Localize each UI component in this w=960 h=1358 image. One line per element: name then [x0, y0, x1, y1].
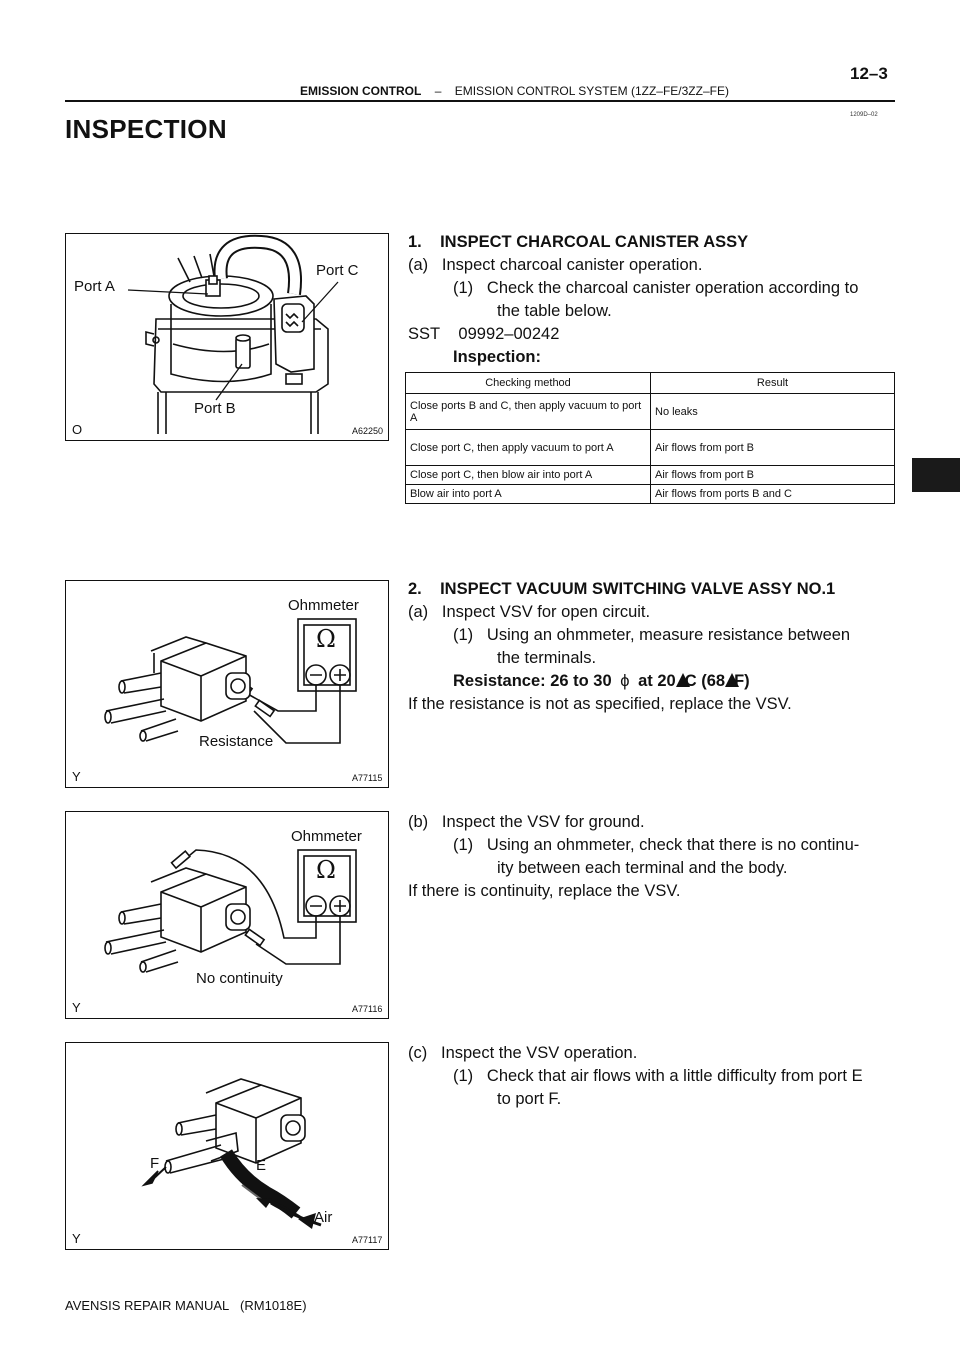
resistance-spec-part3: C (68 — [684, 672, 726, 690]
table-cell: Close ports B and C, then apply vacuum to port A — [406, 394, 651, 430]
label-port-c: Port C — [316, 262, 359, 279]
figure-orientation-letter: Y — [72, 1000, 81, 1015]
label-ohmmeter: Ohmmeter — [291, 828, 362, 845]
label-resistance: Resistance — [199, 733, 274, 750]
figure-charcoal-canister — [65, 233, 389, 441]
table-cell: Air flows from ports B and C — [651, 485, 895, 504]
table-header-cell: Checking method — [406, 373, 651, 394]
step1-a1-line1: (1) Check the charcoal canister operation according to — [453, 279, 859, 297]
step1-a: (a) Inspect charcoal canister operation. — [408, 256, 703, 274]
resistance-spec-part4: F) — [734, 672, 750, 690]
figure-orientation-letter: Y — [72, 1231, 81, 1246]
table-cell: Air flows from port B — [651, 430, 895, 466]
table-cell: Close port C, then blow air into port A — [406, 466, 651, 485]
vsv-airflow-illustration — [66, 1043, 388, 1249]
figure-vsv-operation — [65, 1042, 389, 1250]
step1-heading: 1. INSPECT CHARCOAL CANISTER ASSY — [408, 233, 749, 251]
header-subsection: EMISSION CONTROL SYSTEM (1ZZ–FE/3ZZ–FE) — [454, 84, 729, 98]
table-cell: Blow air into port A — [406, 485, 651, 504]
resistance-spec-part2: at 20 — [638, 672, 676, 690]
header-rule — [65, 100, 895, 102]
inspection-table — [405, 372, 895, 504]
label-port-f: F — [150, 1155, 160, 1172]
step2-a1-line2: the terminals. — [497, 649, 597, 667]
label-ohmmeter: Ohmmeter — [288, 597, 359, 614]
step2-c1-line1: (1) Check that air flows with a little difficulty from port E — [453, 1067, 863, 1085]
figure-code: A77117 — [352, 1235, 383, 1245]
ohm-glyph: ϕ — [620, 672, 630, 690]
resistance-spec — [453, 670, 750, 692]
page-number: 12–3 — [850, 64, 888, 83]
ohm-symbol-text: Ω — [316, 625, 336, 653]
step1-a1-line2: the table below. — [497, 302, 612, 320]
step2-heading: 2. INSPECT VACUUM SWITCHING VALVE ASSY NO.1 — [408, 580, 836, 598]
table-row — [406, 466, 895, 485]
table-row — [406, 485, 895, 504]
table-cell: Air flows from port B — [651, 466, 895, 485]
table-row — [406, 394, 895, 430]
page-code: 1209D–02 — [850, 112, 878, 118]
table-row — [406, 430, 895, 466]
step2-b: (b) Inspect the VSV for ground. — [408, 813, 645, 831]
figure-code: A77115 — [352, 773, 383, 783]
table-cell: No leaks — [651, 394, 895, 430]
resistance-spec-part1: Resistance: 26 to 30 — [453, 672, 612, 690]
label-port-e: E — [256, 1157, 267, 1174]
figure-vsv-ground — [65, 811, 389, 1019]
figure-vsv-open-circuit — [65, 580, 389, 788]
label-air: Air — [314, 1209, 333, 1226]
label-port-a: Port A — [74, 278, 115, 295]
page-title: INSPECTION — [65, 114, 227, 144]
label-no-continuity: No continuity — [196, 970, 283, 987]
label-port-b: Port B — [194, 400, 236, 417]
step2-b1-line1: (1) Using an ohmmeter, check that there is no continu- — [453, 836, 860, 854]
figure-orientation-letter: Y — [72, 769, 81, 784]
ohm-symbol-text: Ω — [316, 856, 336, 884]
footer-manual-name: AVENSIS REPAIR MANUAL (RM1018E) — [65, 1298, 307, 1313]
figure-orientation-letter: O — [72, 422, 83, 437]
step2-b1-line2: ity between each terminal and the body. — [497, 859, 788, 877]
step2-a-note: If the resistance is not as specified, replace the VSV. — [408, 695, 792, 713]
figure-code: A77116 — [352, 1004, 383, 1014]
step2-c1-line2: to port F. — [497, 1090, 562, 1108]
table-header-cell: Result — [651, 373, 895, 394]
running-header — [300, 84, 729, 98]
step2-b-note: If there is continuity, replace the VSV. — [408, 882, 681, 900]
header-section: EMISSION CONTROL — [300, 84, 422, 98]
step1-inspection-label: Inspection: — [453, 348, 542, 366]
header-separator: – — [434, 84, 442, 98]
step2-a1-line1: (1) Using an ohmmeter, measure resistance between — [453, 626, 851, 644]
figure-code: A62250 — [352, 426, 384, 436]
step2-a: (a) Inspect VSV for open circuit. — [408, 603, 651, 621]
table-cell: Close port C, then apply vacuum to port A — [406, 430, 651, 466]
step2-c: (c) Inspect the VSV operation. — [408, 1044, 638, 1062]
section-tab-marker — [912, 458, 960, 492]
table-header-row — [406, 373, 895, 394]
step1-sst: SST 09992–00242 — [408, 325, 560, 343]
